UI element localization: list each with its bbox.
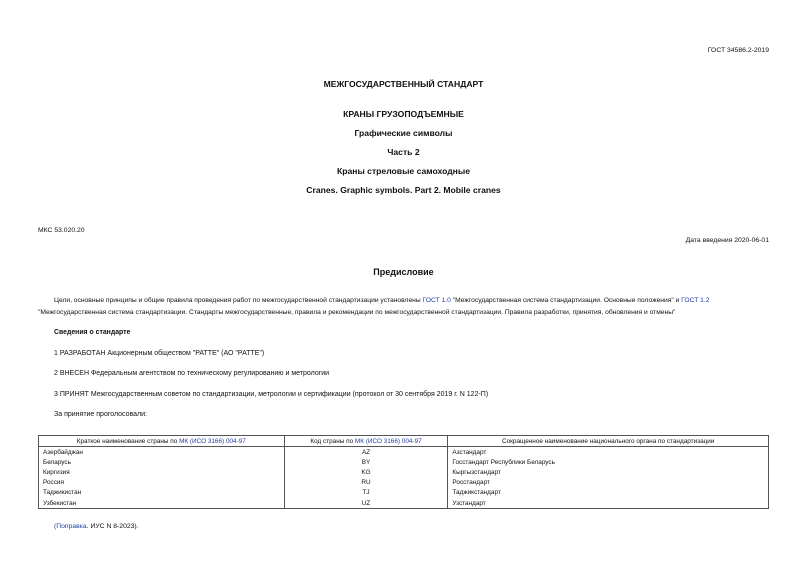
column-header-body: Сокращенное наименование национального органа по стандартизации bbox=[448, 436, 769, 447]
column-header-code: Код страны по МК (ИСО 3166) 004-97 bbox=[284, 436, 448, 447]
iso-3166-link[interactable]: МК (ИСО 3166) 004-97 bbox=[354, 437, 422, 445]
country-cell: Россия bbox=[39, 478, 285, 488]
table-row bbox=[39, 447, 769, 458]
amendment-text: . ИУС N 8-2023). bbox=[86, 523, 139, 530]
english-title: Cranes. Graphic symbols. Part 2. Mobile cranes bbox=[306, 185, 501, 195]
body-cell: Таджикстандарт bbox=[448, 488, 769, 498]
country-cell: Беларусь bbox=[39, 457, 285, 467]
standard-info-heading: Сведения о стандарте bbox=[54, 329, 131, 336]
voting-countries-table bbox=[38, 435, 769, 509]
body-cell: Азстандарт bbox=[448, 447, 769, 458]
body-cell: Росстандарт bbox=[448, 478, 769, 488]
document-title: КРАНЫ ГРУЗОПОДЪЕМНЫЕ bbox=[343, 109, 464, 119]
document-subtitle: Графические символы bbox=[354, 128, 453, 138]
code-cell: KG bbox=[284, 467, 448, 477]
code-cell: UZ bbox=[284, 498, 448, 509]
gost-1-0-link[interactable]: ГОСТ 1.0 bbox=[422, 297, 451, 304]
code-cell: TJ bbox=[284, 488, 448, 498]
developer-item: 1 РАЗРАБОТАН Акционерным обществом "РАТТЕ" (АО "РАТТЕ") bbox=[54, 350, 265, 357]
table-row bbox=[39, 488, 769, 498]
body-cell: Узстандарт bbox=[448, 498, 769, 509]
code-cell: BY bbox=[284, 457, 448, 467]
body-cell: Кыргызстандарт bbox=[448, 467, 769, 477]
part-title: Краны стреловые самоходные bbox=[336, 166, 470, 176]
country-cell: Азербайджан bbox=[39, 447, 285, 458]
voted-label: За принятие проголосовали: bbox=[54, 411, 147, 418]
amendment-link[interactable]: Поправка bbox=[56, 523, 87, 530]
table-header-row bbox=[39, 436, 769, 447]
submitted-item: 2 ВНЕСЕН Федеральным агентством по техническому регулированию и метрологии bbox=[54, 370, 330, 377]
code-cell: RU bbox=[284, 478, 448, 488]
document-code: ГОСТ 34586.2-2019 bbox=[707, 47, 769, 54]
code-cell: AZ bbox=[284, 447, 448, 458]
paragraph-text: "Межгосударственная система стандартизации. Основные положения" и bbox=[450, 297, 682, 304]
introduction-date: Дата введения 2020-06-01 bbox=[685, 237, 769, 244]
iso-3166-link[interactable]: МК (ИСО 3166) 004-97 bbox=[179, 437, 246, 445]
amendment-open-paren: ( bbox=[54, 523, 57, 530]
table-row bbox=[39, 467, 769, 477]
paragraph-text: "Межгосударственная система стандартизации. Стандарты межгосударственные, правила и рекомендации по межгосударственной стандартизации. Правила разработки, принятия, обновления и отмены" bbox=[38, 309, 676, 316]
interstate-heading: МЕЖГОСУДАРСТВЕННЫЙ СТАНДАРТ bbox=[323, 79, 484, 89]
mks-code: МКС 53.020.20 bbox=[38, 227, 85, 234]
table-row bbox=[39, 478, 769, 488]
column-header-country: Краткое наименование страны по МК (ИСО 3166) 004-97 bbox=[39, 436, 285, 447]
amendment-note bbox=[54, 523, 139, 530]
gost-1-2-link[interactable]: ГОСТ 1.2 bbox=[681, 297, 710, 304]
country-cell: Узбекистан bbox=[39, 498, 285, 509]
adopted-item: 3 ПРИНЯТ Межгосударственным советом по стандартизации, метрологии и сертификации (протокол от 30 сентября 2019 г. N 122-П) bbox=[54, 391, 489, 398]
country-cell: Киргизия bbox=[39, 467, 285, 477]
body-cell: Госстандарт Республики Беларусь bbox=[448, 457, 769, 467]
foreword-heading: Предисловие bbox=[373, 267, 434, 277]
country-cell: Таджикистан bbox=[39, 488, 285, 498]
foreword-paragraph bbox=[38, 295, 773, 319]
part-number: Часть 2 bbox=[387, 147, 420, 157]
paragraph-text: Цели, основные принципы и общие правила проведения работ по межгосударственной стандартизации установлены bbox=[54, 297, 423, 304]
table-row bbox=[39, 457, 769, 467]
table-row bbox=[39, 498, 769, 509]
